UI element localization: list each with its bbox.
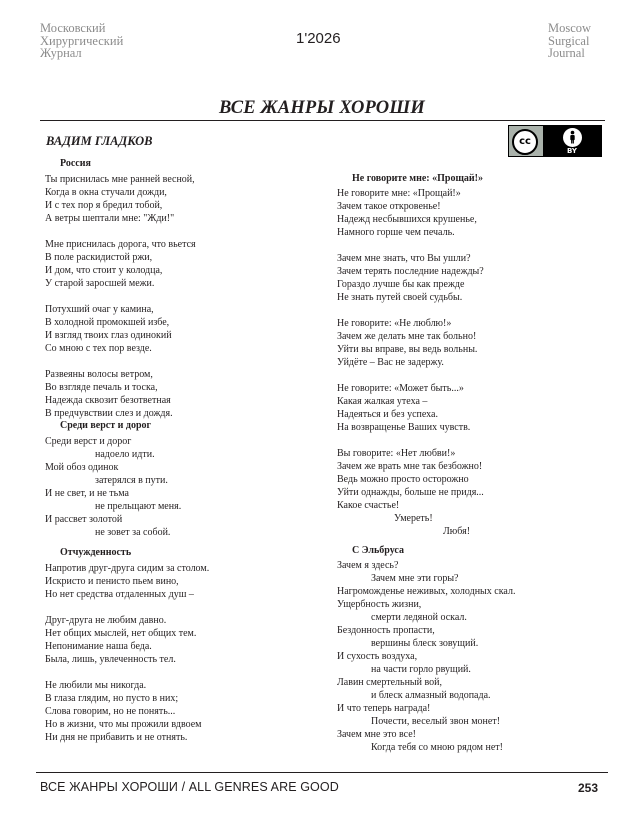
poem-line: Не знать путей своей судьбы. [337, 292, 463, 303]
poem-line: не прельщают меня. [95, 501, 182, 512]
poem-line: Была, лишь, увлеченность тел. [45, 654, 176, 665]
poem-line: На возвращенье Ваших чувств. [337, 422, 471, 433]
poem-line [45, 601, 209, 614]
poem-line: Уйти однажды, больше не придя... [337, 487, 484, 498]
poem-line: Друг-друга не любим давно. [45, 615, 167, 626]
poem-line: И дом, что стоит у колодца, [45, 265, 163, 276]
by-label: BY [566, 147, 578, 155]
poem-line: надоело идти. [95, 449, 155, 460]
poem-line: И сухость воздуха, [337, 651, 418, 662]
poem-line: Со мною с тех пор везде. [45, 343, 152, 354]
poem-line: Ты приснилась мне ранней весной, [45, 174, 195, 185]
article-title: ВСЕ ЖАНРЫ ХОРОШИ [219, 98, 425, 118]
poem-line: И рассвет золотой [45, 514, 123, 525]
poem-title-russia: Россия [60, 158, 91, 169]
cc-icon: cc [512, 129, 538, 155]
logo-en-line-3: Journal [548, 46, 585, 60]
poem-line: затерялся в пути. [95, 475, 168, 486]
logo-ru-line-2: Хирургический [40, 33, 124, 48]
poem-line [45, 290, 196, 303]
poem-line: Зачем мне это все! [337, 729, 416, 740]
poem-farewell [337, 187, 484, 538]
poem-line: не зовет за собой. [95, 527, 171, 538]
poem-line [45, 666, 209, 679]
logo-en-line-1: Moscow [548, 21, 592, 35]
poem-line: Почести, веселый звон монет! [371, 716, 501, 727]
poem-line: Уйдёте – Вас не задержу. [337, 357, 444, 368]
poem-line: Во взгляде печаль и тоска, [45, 382, 158, 393]
poem-line: Ни дня не прибавить и не отнять. [45, 732, 188, 743]
poem-line: Непонимание наша беда. [45, 641, 152, 652]
poem-line: Какая жалкая утеха – [337, 396, 428, 407]
poem-line: Надежд несбывшихся крушенье, [337, 214, 477, 225]
poem-line: и блеск алмазный водопада. [371, 690, 491, 701]
poem-line: Зачем такое откровенье! [337, 201, 441, 212]
poem-line: И с тех пор я бредил тобой, [45, 200, 163, 211]
poem-line [337, 239, 484, 252]
poem-line: Какое счастье! [337, 500, 400, 511]
poem-line: Любя! [443, 526, 471, 537]
poem-line: Зачем я здесь? [337, 560, 399, 571]
poem-line: Не говорите мне: «Прощай!» [337, 188, 461, 199]
poem-line: Лавин смертельный вой, [337, 677, 443, 688]
poem-line: Гораздо лучше бы как прежде [337, 279, 465, 290]
poem-line: Искристо и пенисто пьем вино, [45, 576, 179, 587]
poem-line: Когда тебя со мною рядом нет! [371, 742, 503, 753]
person-icon [563, 128, 582, 147]
poem-alienation [45, 562, 209, 744]
poem-line: Ущербность жизни, [337, 599, 422, 610]
journal-logo-en [548, 22, 591, 60]
poem-title-elbrus: С Эльбруса [352, 545, 404, 556]
poem-line: Зачем мне эти горы? [371, 573, 459, 584]
poem-line: вершины блеск зовущий. [371, 638, 479, 649]
poem-line: В поле раскидистой ржи, [45, 252, 153, 263]
poem-title-versts: Среди верст и дорог [60, 420, 152, 431]
title-divider [40, 120, 605, 121]
poem-title-farewell: Не говорите мне: «Прощай!» [352, 173, 483, 184]
poem-elbrus [337, 559, 515, 754]
poem-line: Ведь можно просто осторожно [337, 474, 469, 485]
poem-title-alienation: Отчужденность [60, 547, 132, 558]
poem-line: У старой заросшей межи. [45, 278, 155, 289]
poem-line: Вы говорите: «Нет любви!» [337, 448, 456, 459]
logo-ru-line-3: Журнал [40, 46, 82, 60]
poem-line: Не говорите: «Не люблю!» [337, 318, 452, 329]
logo-en-line-2: Surgical [548, 33, 590, 48]
poem-versts [45, 435, 181, 539]
poem-line: И не свет, и не тьма [45, 488, 129, 499]
poem-line: Намного горше чем печаль. [337, 227, 455, 238]
poem-line [45, 355, 196, 368]
poem-line: Не говорите: «Может быть...» [337, 383, 464, 394]
poem-line [45, 225, 196, 238]
running-title: ВСЕ ЖАНРЫ ХОРОШИ / ALL GENRES ARE GOOD [40, 780, 339, 794]
poem-line: Умереть! [394, 513, 433, 524]
poem-line: Слова говорим, но не понять... [45, 706, 176, 717]
poem-line: Надеяться и без успеха. [337, 409, 438, 420]
poem-line: И взгляд твоих глаз одинокий [45, 330, 172, 341]
poem-line: И что теперь награда! [337, 703, 431, 714]
cc-by-license-badge [508, 125, 602, 157]
poem-line: смерти ледяной оскал. [371, 612, 467, 623]
poem-line [337, 434, 484, 447]
poem-line: В холодной промокшей избе, [45, 317, 170, 328]
author-name: ВАДИМ ГЛАДКОВ [46, 134, 153, 148]
poem-line: Мой обоз одинок [45, 462, 119, 473]
poem-line: Нагроможденье неживых, холодных скал. [337, 586, 516, 597]
journal-logo-ru [40, 22, 123, 60]
poem-line: Надежда сквозит безответная [45, 395, 171, 406]
poem-line: Мне приснилась дорога, что вьется [45, 239, 196, 250]
poem-line: Зачем терять последние надежды? [337, 266, 484, 277]
poem-line: Зачем же делать мне так больно! [337, 331, 477, 342]
poem-line: А ветры шептали мне: "Жди!" [45, 213, 175, 224]
poem-line: на части горло рвущий. [371, 664, 471, 675]
poem-line: Но нет средства отдаленных душ – [45, 589, 194, 600]
logo-ru-line-1: Московский [40, 21, 106, 35]
poem-line: Не любили мы никогда. [45, 680, 147, 691]
poem-line: Уйти вы вправе, вы ведь вольны. [337, 344, 478, 355]
poem-line: Потухший очаг у камина, [45, 304, 154, 315]
poem-line: В предчувствии слез и дождя. [45, 408, 173, 419]
poem-line: В глаза глядим, но пусто в них; [45, 693, 179, 704]
poem-line: Развеяны волосы ветром, [45, 369, 153, 380]
poem-line: Бездонность пропасти, [337, 625, 435, 636]
page-number: 253 [578, 781, 599, 795]
issue-number: 1'2026 [296, 30, 341, 47]
poem-russia [45, 173, 196, 420]
poem-line [337, 369, 484, 382]
poem-line: Напротив друг-друга сидим за столом. [45, 563, 210, 574]
poem-line: Зачем же врать мне так безбожно! [337, 461, 483, 472]
poem-line: Зачем мне знать, что Вы ушли? [337, 253, 471, 264]
poem-line: Нет общих мыслей, нет общих тем. [45, 628, 197, 639]
poem-line: Среди верст и дорог [45, 436, 132, 447]
poem-line [337, 304, 484, 317]
footer-divider [36, 772, 608, 773]
poem-line: Когда в окна стучали дожди, [45, 187, 167, 198]
poem-line: Но в жизни, что мы прожили вдвоем [45, 719, 202, 730]
